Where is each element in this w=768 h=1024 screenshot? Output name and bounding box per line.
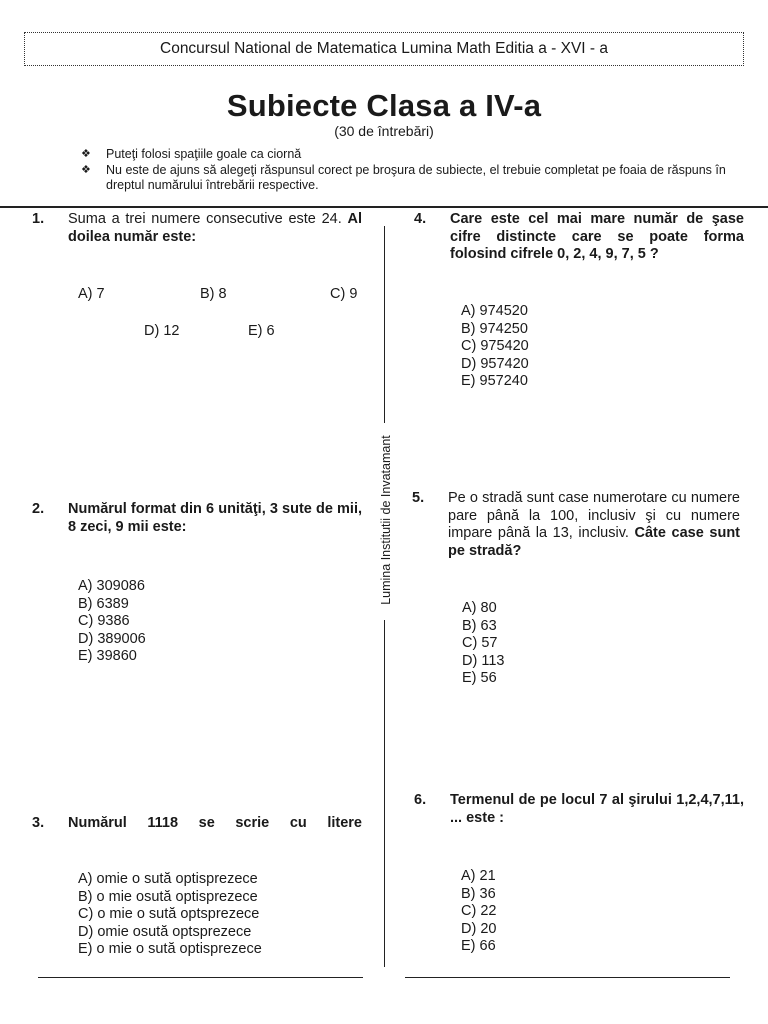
question-2-options xyxy=(78,578,146,666)
question-number: 5. xyxy=(412,490,425,506)
option-c: C) 22 xyxy=(461,903,497,919)
top-divider xyxy=(0,206,768,208)
option-d: D) 12 xyxy=(144,323,180,339)
page-title: Subiecte Clasa a IV-a xyxy=(226,88,542,123)
option-e: E) 957240 xyxy=(461,373,528,389)
option-d: D) 113 xyxy=(462,652,505,669)
option-b: B) 974250 xyxy=(461,320,528,337)
contest-header xyxy=(24,32,744,66)
question-4-options xyxy=(461,303,529,391)
option-e: E) 56 xyxy=(462,670,497,686)
option-b: B) 8 xyxy=(200,286,227,302)
question-number: 6. xyxy=(414,792,427,808)
vertical-label: Lumina Institutii de Invatamant xyxy=(379,435,393,605)
option-e: E) o mie o sută optisprezece xyxy=(78,941,262,957)
option-b: B) 6389 xyxy=(78,595,129,612)
bullet-diamond-icon: ❖ xyxy=(81,163,91,176)
question-number: 4. xyxy=(414,211,427,227)
option-e: E) 66 xyxy=(461,938,496,954)
option-a: A) 7 xyxy=(78,286,105,302)
question-text: Care este cel mai mare număr de şase cifre distincte care se poate forma folosind cifrele 0, 2, 4, 9, 7, 5 ? xyxy=(450,211,744,262)
option-b: B) o mie osută optisprezece xyxy=(78,888,258,905)
instruction-item: ❖ Puteţi folosi spaţiile goale ca ciornă xyxy=(81,147,302,161)
option-e: E) 39860 xyxy=(78,648,137,664)
question-number: 3. xyxy=(32,815,45,831)
column-divider-lower xyxy=(384,620,385,967)
column-divider-upper xyxy=(384,226,385,423)
option-b: B) 36 xyxy=(461,885,496,902)
question-5-options xyxy=(462,600,504,688)
option-a: A) omie o sută optisprezece xyxy=(78,871,258,887)
instruction-item: ❖ Nu este de ajuns să alegeţi răspunsul corect pe broşura de subiecte, el trebuie completat pe foaia de răspuns în dreptul numărului întrebării respective. xyxy=(81,162,726,192)
option-a: A) 21 xyxy=(461,868,496,884)
option-c: C) 975420 xyxy=(461,338,529,354)
option-d: D) 20 xyxy=(461,920,497,937)
page-subtitle: (30 de întrebări) xyxy=(334,123,434,139)
question-text: Numărul 1118 se scrie cu litere xyxy=(68,815,362,831)
bottom-divider-left xyxy=(38,977,363,978)
option-a: A) 974520 xyxy=(461,303,528,319)
bullet-diamond-icon: ❖ xyxy=(81,148,91,160)
option-d: D) omie osută optsprezece xyxy=(78,923,252,940)
option-c: C) 57 xyxy=(462,635,498,651)
option-a: A) 80 xyxy=(462,600,497,616)
question-text: Suma a trei numere consecutive este 24. Al doilea număr este: xyxy=(68,211,362,245)
option-a: A) 309086 xyxy=(78,578,145,594)
question-3-options xyxy=(78,871,262,959)
option-c: C) 9 xyxy=(330,286,358,302)
question-text: Numărul format din 6 unităţi, 3 sute de mii, 8 zeci, 9 mii este: xyxy=(68,501,362,535)
option-d: D) 389006 xyxy=(78,630,146,647)
question-6-options xyxy=(461,868,496,956)
question-text: Termenul de pe locul 7 al şirului 1,2,4,7,11, ... este : xyxy=(450,792,744,826)
option-b: B) 63 xyxy=(462,617,497,634)
question-text: Pe o stradă sunt case numerotare cu numere pare până la 100, inclusiv şi cu numere impare până la 13, inclusiv. Câte case sunt pe stradă? xyxy=(448,490,740,559)
contest-title: Concursul National de Matematica Lumina Math Editia a - XVI - a xyxy=(160,40,608,57)
option-c: C) o mie o sută optsprezece xyxy=(78,906,260,922)
question-number: 2. xyxy=(32,501,45,517)
option-e: E) 6 xyxy=(248,323,275,339)
instructions xyxy=(78,147,738,194)
question-number: 1. xyxy=(32,211,45,227)
bottom-divider-right xyxy=(405,977,730,978)
option-d: D) 957420 xyxy=(461,355,529,372)
option-c: C) 9386 xyxy=(78,613,130,629)
